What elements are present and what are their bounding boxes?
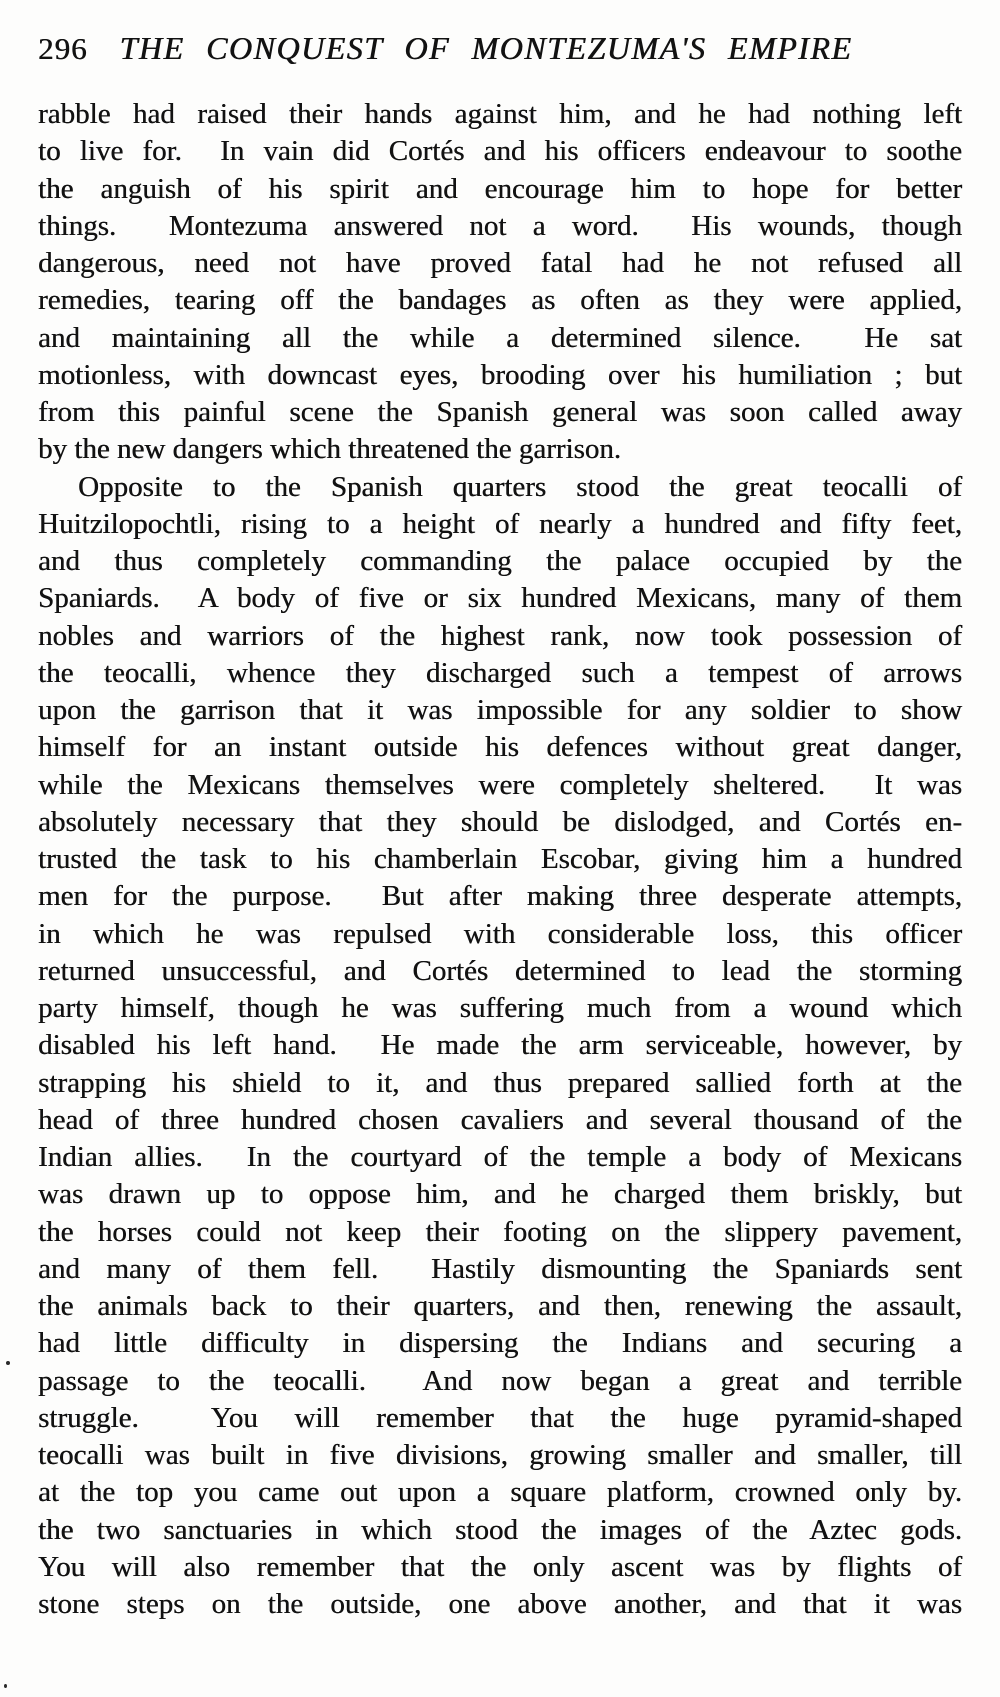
text-line: and maintaining all the while a determined silence. He sat <box>38 321 962 354</box>
text-line: had little difficulty in dispersing the Indians and securing a <box>38 1327 962 1360</box>
text-line: struggle. You will remember that the huge pyramid-shaped <box>38 1401 962 1434</box>
text-line: the teocalli, whence they discharged such a tempest of arrows <box>38 656 962 689</box>
text-line: rabble had raised their hands against him, and he had nothing left <box>38 98 962 130</box>
text-line: disabled his left hand. He made the arm serviceable, however, by <box>38 1029 962 1062</box>
text-line: remedies, tearing off the bandages as often as they were applied, <box>38 284 962 317</box>
text-line: teocalli was built in five divisions, growing smaller and smaller, till <box>38 1439 962 1471</box>
text-line: at the top you came out upon a square platform, crowned only by. <box>38 1476 962 1509</box>
text-line: returned unsuccessful, and Cortés determined to lead the storming <box>38 954 962 987</box>
body-text <box>38 96 962 1623</box>
text-line: things. Montezuma answered not a word. His wounds, though <box>38 209 962 242</box>
text-line: dangerous, need not have proved fatal had he not refused all <box>38 247 962 279</box>
text-line: and many of them fell. Hastily dismounting the Spaniards sent <box>38 1252 962 1285</box>
text-line: nobles and warriors of the highest rank, now took possession of <box>38 619 962 652</box>
page-number: 296 <box>38 31 88 66</box>
text-line: and thus completely commanding the palace occupied by the <box>38 545 962 577</box>
text-line: Opposite to the Spanish quarters stood the great teocalli of <box>78 470 962 503</box>
text-line: absolutely necessary that they should be dislodged, and Cortés en- <box>38 805 962 838</box>
scan-artifact-dot <box>6 1361 10 1365</box>
text-line: Huitzilopochtli, rising to a height of nearly a hundred and fifty feet, <box>38 507 962 540</box>
text-line: the anguish of his spirit and encourage him to hope for better <box>38 172 962 205</box>
text-line: motionless, with downcast eyes, brooding over his humiliation ; but <box>38 358 962 391</box>
scan-artifact-dot <box>4 1684 7 1688</box>
text-line: party himself, though he was suffering much from a wound which <box>38 992 962 1024</box>
text-line: from this painful scene the Spanish general was soon called away <box>38 396 962 428</box>
text-line: in which he was repulsed with considerable loss, this officer <box>38 917 962 950</box>
text-line: stone steps on the outside, one above another, and that it was <box>38 1588 962 1620</box>
text-line: Indian allies. In the courtyard of the temple a body of Mexicans <box>38 1141 962 1173</box>
text-line: the two sanctuaries in which stood the images of the Aztec gods. <box>38 1513 962 1546</box>
text-line: the horses could not keep their footing on the slippery pavement, <box>38 1215 962 1248</box>
text-line: by the new dangers which threatened the garrison. <box>38 433 622 466</box>
text-line: passage to the teocalli. And now began a great and terrible <box>38 1364 962 1397</box>
text-line: was drawn up to oppose him, and he charged them briskly, but <box>38 1178 962 1211</box>
text-line: while the Mexicans themselves were completely sheltered. It was <box>38 768 962 801</box>
running-title: THE CONQUEST OF MONTEZUMA'S EMPIRE <box>119 30 853 66</box>
text-line: You will also remember that the only ascent was by flights of <box>38 1550 962 1583</box>
text-line: Spaniards. A body of five or six hundred Mexicans, many of them <box>38 582 962 615</box>
text-line: trusted the task to his chamberlain Escobar, giving him a hundred <box>38 843 962 875</box>
text-line: to live for. In vain did Cortés and his officers endeavour to soothe <box>38 135 962 168</box>
page-header <box>38 30 962 67</box>
text-line: head of three hundred chosen cavaliers and several thousand of the <box>38 1103 962 1136</box>
text-line: himself for an instant outside his defences without great danger, <box>38 731 962 764</box>
text-line: strapping his shield to it, and thus prepared sallied forth at the <box>38 1066 962 1099</box>
text-line: the animals back to their quarters, and then, renewing the assault, <box>38 1290 962 1322</box>
text-line: men for the purpose. But after making three desperate attempts, <box>38 880 962 913</box>
text-line: upon the garrison that it was impossible for any soldier to show <box>38 694 962 726</box>
